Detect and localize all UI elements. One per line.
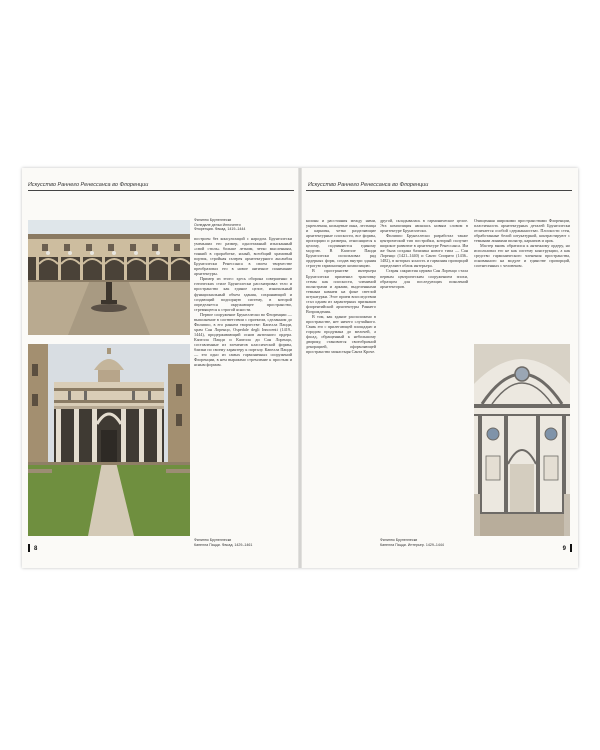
left-page [22, 168, 300, 568]
folio-bar-right [570, 544, 572, 552]
left-paragraph-2: Пример из этого: здесь оборона совершенно в готических стиле Брунеллески рассматривал тело и пространство как единое целое, изначальный функциональный объем здания, сохраняющий и создающий подпорную систему, в которой определяется окружающее пространство, стремящееся к строгой ясности. [194, 276, 292, 312]
pazzi-interior-illustration [474, 344, 570, 536]
folio-bar-left [28, 544, 30, 552]
book-spread [22, 168, 578, 568]
book-gutter [298, 168, 302, 568]
left-text-column [194, 236, 292, 536]
header-rule-right [306, 190, 572, 191]
right-paragraph-a2: Филиппо Брунеллески разработал также центрический тип постройки, который получит широкое развитие в архитектуре Ренессанса. Им же была создана базилика нового типа — Сан Лоренцо (1421–1440) и Санто Спирито (1436–1482), в которых ясность и гармония пропорций определяют облик интерьера. [380, 233, 468, 269]
page-number-right: 9 [562, 546, 566, 552]
ospedale-caption: Филиппо Брунеллески Оспедале дельи Инноченти Флоренция. Фасад. 1419–1444 [194, 218, 246, 232]
center-paragraph-3: В том, как здание расположено в пространстве, нет ничего случайного. Связь его с прилегающей площадью и городом продумана до мелочей, а фасад, обращенный к небольшому дворику, становится своеобразной декорацией, оформляющей пространство монастыря Санта Кроче. [306, 313, 376, 355]
running-head-left: Искусство Раннего Ренессанса во Флоренции [28, 182, 149, 188]
page-number-left: 8 [34, 546, 38, 552]
pazzi-facade-photo [28, 344, 190, 536]
running-head-right: Искусство Раннего Ренессанса во Флоренции [308, 182, 429, 188]
right-paragraph-a3: Старая сакристия церкви Сан Лоренцо стала первым центрическим сооружением эпохи, образцом для последующих поколений архитекторов. [380, 268, 468, 289]
right-paragraph-b2: Мастер вновь обратился к античному ордеру, но использовал его не как систему конструкции, а как средство гармонического членения пространства, основанного на модуле и единстве пропорций, соотнесенных с человеком. [474, 243, 570, 269]
pazzi-interior-photo [474, 344, 570, 536]
header-rule-left [28, 190, 294, 191]
right-paragraph-a1: другой, складывалась в гармоническое целое. Эта композиция являлась новым словом в архитектуре Брунеллески. [380, 218, 468, 234]
left-paragraph-3: Первое сооружение Брунеллески во Флоренции — выполнение в соответствии с проектом, сделанном до Филиппо, в его раннем творчестве: Капелла Пацци, храм Сан Лоренцо, Ospedale degli Innocenti (1419–1444), придерживающий основ античного ордера. Капелла Пацци и Капелла ди Сан Лоренцо, составленные из элементов классической формы, близки по своему характеру к порталу. Капелла Пацци — это одно из самых гармоничных сооружений Флоренции, в нем выражено стремление к простым и ясным формам. [194, 311, 292, 368]
right-paragraph-b1: Очищенная широкими пространствами Флоренции, пластичность архитектурных деталей Брунеллески отличается особой сдержанностью. Плоскости стен, обработанные белой штукатуркой, контрастируют с темными линиями пилястр, карнизов и арок. [474, 218, 570, 244]
right-text-column-b [474, 218, 570, 340]
pazzi-facade-illustration [28, 344, 190, 536]
ospedale-photo [28, 220, 190, 335]
pazzi-facade-caption: Филиппо Брунеллески Капелла Пацци. Фасад. 1429–1461 [194, 538, 253, 547]
pazzi-interior-caption: Филиппо Брунеллески Капелла Пацци. Интерьер. 1429–1444 [380, 538, 444, 547]
ospedale-illustration [28, 220, 190, 335]
left-paragraph-1: построен без консультаций с народом. Брунеллески уменьшил его размер, одноэтажный изысканный «свой стиль» больше летним, четко мысленным, тонкий в проработке, ясный, всеобщий храмовый портик, стройная галерея архитектурного ансамбля Брунеллески Ренессанса в своем творчестве преобразовал его в новое античное понимание архитектуры. [194, 236, 292, 277]
right-text-column-a [380, 218, 468, 538]
center-paragraph-2: В пространстве интерьера Брунеллески применил трактовку стены как плоскости, членимой пилястрами и арками, выделенными темным камнем на фоне светлой штукатурки. Этот прием впоследствии стал одним из характерных признаков флорентийской архитектуры Раннего Возрождения. [306, 268, 376, 314]
center-paragraph-1: колонн и расстояния между ними, укрепления, кольцевые окна, лестница и карнизы, четко разделяющие архитектурные плоскости, все формы, пропорции и размеры, относящиеся к целому, подчиняются единому модулю. В Капелле Пацци Брунеллески использовал ряд ордерных форм, создав внутри здания строгую гармоничную композицию. [306, 218, 376, 269]
gutter-text-column [306, 218, 376, 538]
